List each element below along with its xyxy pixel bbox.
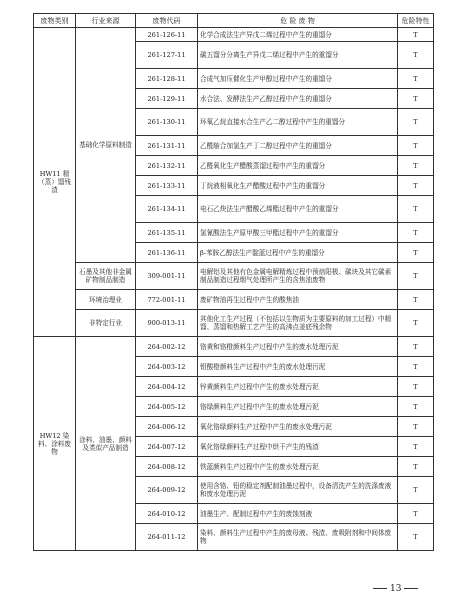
waste-code: 264-009-12 — [136, 477, 198, 504]
waste-description: 使用含铬、铅的稳定剂配制油墨过程中，设备清洗产生的洗涤废液和废水处理污泥 — [198, 477, 398, 504]
hazard-cell: T — [398, 156, 434, 176]
hazard-cell: T — [398, 263, 434, 290]
hazard-cell: T — [398, 223, 434, 243]
hazard-cell: T — [398, 176, 434, 196]
footer-dash-left — [373, 588, 387, 589]
waste-description: 油墨生产、配制过程中产生的废蚀刻液 — [198, 504, 398, 524]
waste-description: 氧化铬绿颜料生产过程中烘干产生的残渣 — [198, 437, 398, 457]
waste-code: 264-002-12 — [136, 337, 198, 357]
hazard-cell: T — [398, 377, 434, 397]
waste-code: 264-007-12 — [136, 437, 198, 457]
waste-code: 261-135-11 — [136, 223, 198, 243]
hazard-cell: T — [398, 136, 434, 156]
hazard-cell: T — [398, 310, 434, 337]
waste-description: 氧化铬绿颜料生产过程中产生的废水处理污泥 — [198, 417, 398, 437]
hazard-cell: T — [398, 243, 434, 263]
hazard-cell: T — [398, 28, 434, 42]
industry-cell: 非特定行业 — [76, 310, 136, 337]
hazard-cell: T — [398, 42, 434, 69]
waste-description: 铬绿颜料生产过程中产生的废水处理污泥 — [198, 397, 398, 417]
hazard-cell: T — [398, 437, 434, 457]
waste-code: 261-129-11 — [136, 89, 198, 109]
waste-description: 钼酸橙颜料生产过程中产生的废水处理污泥 — [198, 357, 398, 377]
waste-code: 264-010-12 — [136, 504, 198, 524]
hazard-cell: T — [398, 290, 434, 310]
table-row — [34, 263, 434, 290]
category-cell: HW11 精（蒸）馏残渣 — [34, 28, 76, 337]
hazardous-waste-table — [33, 13, 434, 551]
industry-cell: 涂料、油墨、颜料及类似产品制造 — [76, 337, 136, 551]
table-row — [34, 310, 434, 337]
hazard-cell: T — [398, 457, 434, 477]
waste-code: 264-011-12 — [136, 524, 198, 551]
industry-cell: 环境治理业 — [76, 290, 136, 310]
header-industry: 行业来源 — [76, 14, 136, 28]
hazard-cell: T — [398, 504, 434, 524]
hazard-cell: T — [398, 357, 434, 377]
waste-code: 261-131-11 — [136, 136, 198, 156]
waste-description: 废矿物油再生过程中产生的酸焦油 — [198, 290, 398, 310]
header-hazard: 危险特性 — [398, 14, 434, 28]
hazard-cell: T — [398, 89, 434, 109]
waste-description: 电石乙炔法生产醋酸乙烯酯过程中产生的重馏分 — [198, 196, 398, 223]
waste-code: 264-004-12 — [136, 377, 198, 397]
hazard-cell: T — [398, 417, 434, 437]
hazard-cell: T — [398, 477, 434, 504]
waste-description: 乙醛氧化生产醋酸蒸馏过程中产生的重馏分 — [198, 156, 398, 176]
waste-code: 261-136-11 — [136, 243, 198, 263]
waste-description: 染料、颜料生产过程中产生的废母液、残渣、废吸附剂和中间体废物 — [198, 524, 398, 551]
hazard-cell: T — [398, 337, 434, 357]
table-row — [34, 337, 434, 357]
page-footer — [370, 584, 421, 594]
waste-code: 309-001-11 — [136, 263, 198, 290]
waste-code: 261-134-11 — [136, 196, 198, 223]
waste-code: 772-001-11 — [136, 290, 198, 310]
table-row — [34, 290, 434, 310]
industry-cell: 基础化学原料制造 — [76, 28, 136, 263]
hazard-cell: T — [398, 397, 434, 417]
waste-description: 电解铝及其他有色金属电解精炼过程中预焙阳极、碳块及其它碳素制品制造过程烟气处理所产生的含焦油废物 — [198, 263, 398, 290]
waste-code: 261-127-11 — [136, 42, 198, 69]
waste-code: 900-013-11 — [136, 310, 198, 337]
waste-description: 合成气加压催化生产甲醇过程中产生的重馏分 — [198, 69, 398, 89]
waste-description: 氢氰酸法生产原甲酸三甲酯过程中产生的重馏分 — [198, 223, 398, 243]
waste-description: 乙醛缩合加氢生产丁二醇过程中产生的重馏分 — [198, 136, 398, 156]
waste-description: 环氧乙烷直接水合生产乙二醇过程中产生的重馏分 — [198, 109, 398, 136]
category-cell: HW12 染料、涂料废物 — [34, 337, 76, 551]
waste-code: 264-003-12 — [136, 357, 198, 377]
page-number: 13 — [390, 584, 402, 594]
waste-description: 其他化工生产过程（不包括以生物质为主要原料的加工过程）中精馏、蒸馏和热解工艺产生的高沸点釜底残余物 — [198, 310, 398, 337]
waste-description: 锌黄颜料生产过程中产生的废水处理污泥 — [198, 377, 398, 397]
waste-code: 261-126-11 — [136, 28, 198, 42]
waste-code: 264-006-12 — [136, 417, 198, 437]
header-code: 废物代码 — [136, 14, 198, 28]
waste-description: 水合法、发酵法生产乙醇过程中产生的重馏分 — [198, 89, 398, 109]
waste-description: 化学合成法生产异戊二烯过程中产生的重馏分 — [198, 28, 398, 42]
header-category: 废物类别 — [34, 14, 76, 28]
waste-description: β-苯胺乙醇法生产靛蓝过程中产生的重馏分 — [198, 243, 398, 263]
waste-code: 261-132-11 — [136, 156, 198, 176]
table-row — [34, 28, 434, 42]
waste-description: 丁烷液相氧化生产醋酸过程中产生的重馏分 — [198, 176, 398, 196]
waste-code: 261-133-11 — [136, 176, 198, 196]
hazard-cell: T — [398, 524, 434, 551]
waste-description: 碳五馏分分离生产异戊二烯过程中产生的重馏分 — [198, 42, 398, 69]
hazard-cell: T — [398, 69, 434, 89]
waste-description: 铁蓝颜料生产过程中产生的废水处理污泥 — [198, 457, 398, 477]
waste-code: 261-128-11 — [136, 69, 198, 89]
hazard-cell: T — [398, 196, 434, 223]
hazard-cell: T — [398, 109, 434, 136]
industry-cell: 石墨及其他非金属矿物制品制造 — [76, 263, 136, 290]
waste-code: 261-130-11 — [136, 109, 198, 136]
waste-description: 铬黄和铬橙颜料生产过程中产生的废水处理污泥 — [198, 337, 398, 357]
waste-code: 264-008-12 — [136, 457, 198, 477]
header-description: 危 险 废 物 — [198, 14, 398, 28]
table-header-row — [34, 14, 434, 28]
footer-dash-right — [404, 588, 418, 589]
waste-code: 264-005-12 — [136, 397, 198, 417]
